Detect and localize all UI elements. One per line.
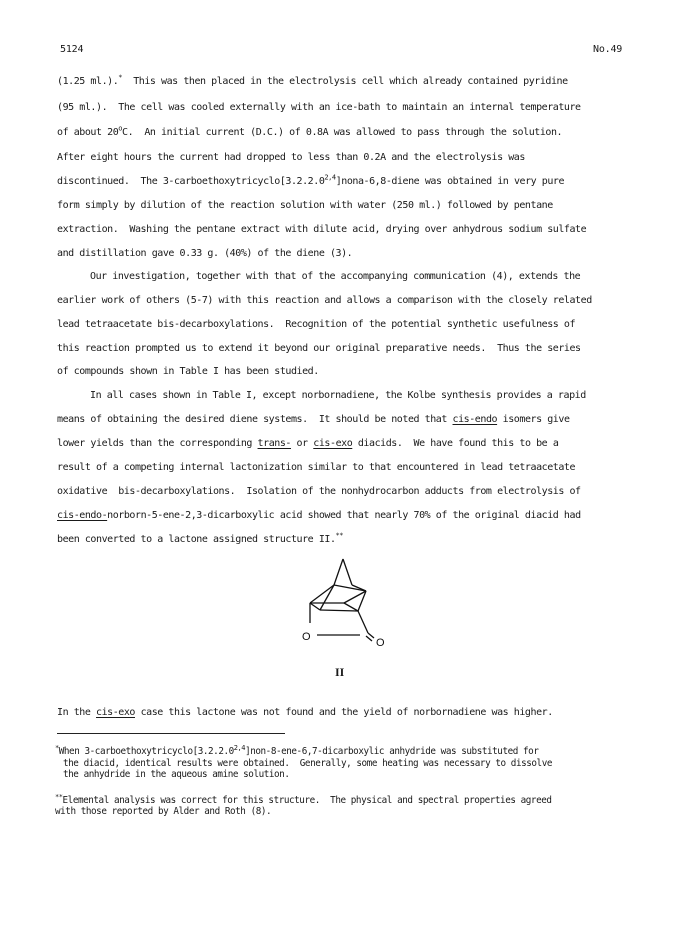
p3-line-3: lower yields than the corresponding trans- or cis-exo diacids. We have found this to be a	[57, 438, 559, 449]
p3-line-5: oxidative bis-decarboxylations. Isolation of the nonhydrocarbon adducts from electrolysis of	[57, 486, 581, 497]
p3-line-1: In all cases shown in Table I, except norbornadiene, the Kolbe synthesis provides a rapid	[90, 390, 586, 401]
footnote-divider	[57, 733, 285, 734]
p1-line-3: of about 20$^o$C. An initial current (D.C.) of 0.8A was allowed to pass through the solution.	[57, 124, 563, 138]
p2-line-2: earlier work of others (5-7) with this reaction and allows a comparison with the closely related	[57, 295, 592, 306]
footnote-1-line-3: the anhydride in the aqueous amine solution.	[63, 769, 290, 780]
p2-line-5: of compounds shown in Table I has been studied.	[57, 366, 319, 377]
p1-line-7: extraction. Washing the pentane extract with dilute acid, drying over anhydrous sodium sulfate	[57, 224, 587, 235]
p1-line-8: and distillation gave 0.33 g. (40%) of the diene (3).	[57, 248, 353, 259]
p1-line-2: (95 ml.). The cell was cooled externally with an ice-bath to maintain an internal temperature	[57, 102, 581, 113]
footnote-marker: *	[118, 73, 123, 82]
issue-number: No.49	[593, 44, 623, 55]
closing-sentence: In the cis-exo case this lactone was not found and the yield of norbornadiene was higher.	[57, 707, 553, 718]
footnote-2-line-2: with those reported by Alder and Roth (8).	[55, 806, 272, 817]
p3-line-6: cis-endo-norborn-5-ene-2,3-dicarboxylic acid showed that nearly 70% of the original diacid had	[57, 510, 581, 521]
carbonyl-oxygen-label: O	[376, 637, 385, 649]
p3-line-4: result of a competing internal lactonization similar to that encountered in lead tetraacetate	[57, 462, 576, 473]
p2-line-1: Our investigation, together with that of the accompanying communication (4), extends the	[90, 271, 581, 282]
ring-oxygen-label: O	[302, 631, 311, 643]
structure-label: II	[335, 665, 345, 679]
p1-line-1: (1.25 ml.).* This was then placed in the electrolysis cell which already contained pyridine	[57, 73, 568, 87]
p3-line-2: means of obtaining the desired diene systems. It should be noted that cis-endo isomers give	[57, 414, 570, 425]
footnote-1-line-2: the diacid, identical results were obtained. Generally, some heating was necessary to dissolve	[63, 758, 552, 769]
p1-line-4: After eight hours the current had dropped to less than 0.2A and the electrolysis was	[57, 152, 525, 163]
page-number: 5124	[60, 44, 84, 55]
p1-line-5: discontinued. The 3-carboethoxytricyclo[3.2.2.0$^{2,4}$]nona-6,8-diene was obtained in very pure	[57, 173, 565, 187]
p2-line-3: lead tetraacetate bis-decarboxylations. Recognition of the potential synthetic usefulness of	[57, 319, 576, 330]
p3-line-7: been converted to a lactone assigned structure II.**	[57, 531, 344, 545]
footnote-2-line-1: **Elemental analysis was correct for this structure. The physical and spectral properties agreed	[55, 792, 552, 806]
p2-line-4: this reaction prompted us to extend it beyond our original preparative needs. Thus the series	[57, 343, 581, 354]
lactone-structure-diagram	[296, 555, 391, 650]
p1-line-6: form simply by dilution of the reaction solution with water (250 ml.) followed by pentane	[57, 200, 553, 211]
footnote-1-line-1: *When 3-carboethoxytricyclo[3.2.2.0$^{2,4}$]non-8-ene-6,7-dicarboxylic anhydride was substituted for	[55, 743, 539, 757]
